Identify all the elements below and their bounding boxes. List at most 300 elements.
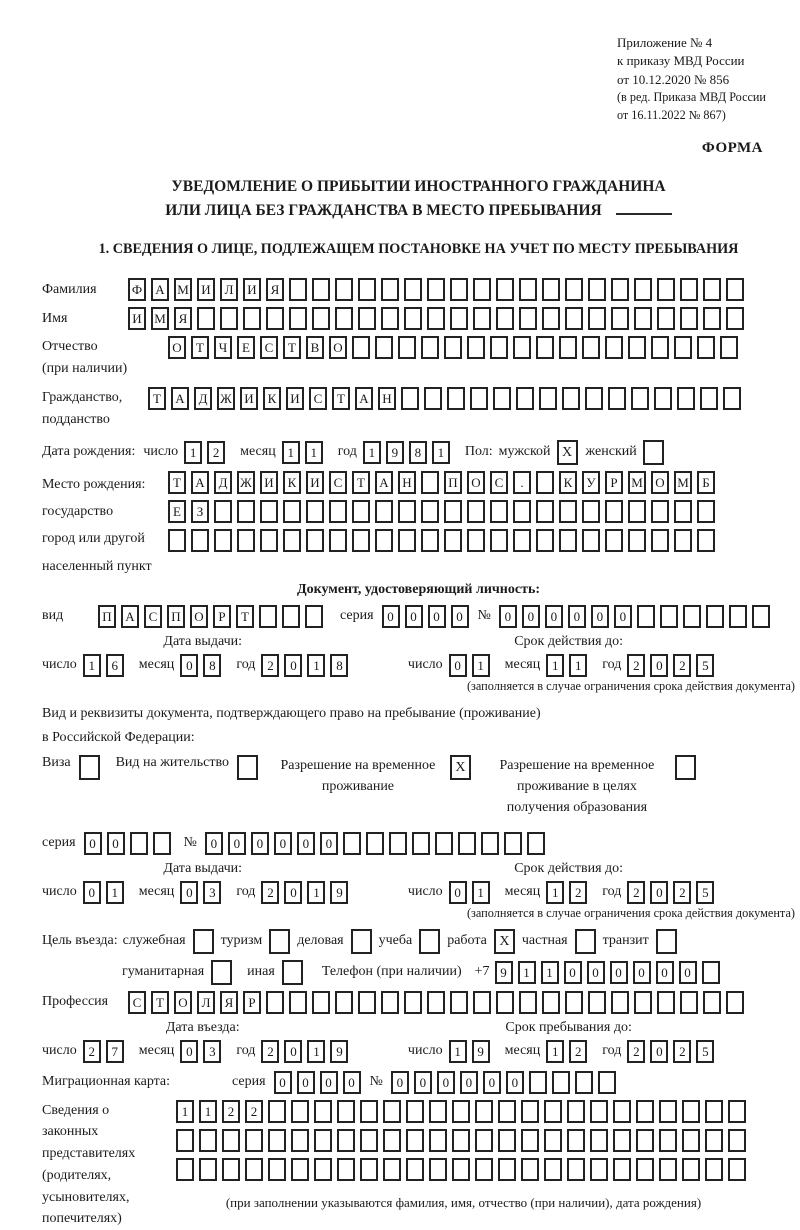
- char-box[interactable]: И: [306, 471, 324, 494]
- char-box[interactable]: 0: [437, 1071, 455, 1094]
- char-box[interactable]: Т: [191, 336, 209, 359]
- char-box[interactable]: 9: [386, 441, 404, 464]
- char-box[interactable]: [358, 307, 376, 330]
- purpose-private-checkbox[interactable]: [575, 929, 596, 954]
- char-box[interactable]: К: [263, 387, 281, 410]
- char-box[interactable]: [260, 500, 278, 523]
- char-box[interactable]: Б: [697, 471, 715, 494]
- char-box[interactable]: [628, 500, 646, 523]
- char-box[interactable]: [498, 1129, 516, 1152]
- char-box[interactable]: 3: [203, 881, 221, 904]
- char-box[interactable]: [728, 1129, 746, 1152]
- char-box[interactable]: [654, 387, 672, 410]
- char-box[interactable]: [705, 1100, 723, 1123]
- char-box[interactable]: [243, 307, 261, 330]
- char-box[interactable]: [634, 278, 652, 301]
- char-box[interactable]: 0: [679, 961, 697, 984]
- char-box[interactable]: [613, 1158, 631, 1181]
- char-box[interactable]: Р: [243, 991, 261, 1014]
- char-box[interactable]: 0: [564, 961, 582, 984]
- char-box[interactable]: [352, 500, 370, 523]
- char-box[interactable]: [588, 278, 606, 301]
- char-box[interactable]: 0: [650, 881, 668, 904]
- char-box[interactable]: 9: [330, 881, 348, 904]
- char-box[interactable]: У: [582, 471, 600, 494]
- char-box[interactable]: [475, 1158, 493, 1181]
- char-box[interactable]: 1: [546, 654, 564, 677]
- char-box[interactable]: 1: [199, 1100, 217, 1123]
- char-box[interactable]: О: [168, 336, 186, 359]
- char-box[interactable]: [598, 1071, 616, 1094]
- char-box[interactable]: Р: [605, 471, 623, 494]
- char-box[interactable]: 2: [261, 881, 279, 904]
- sex-female-checkbox[interactable]: [643, 440, 664, 465]
- char-box[interactable]: [245, 1129, 263, 1152]
- char-box[interactable]: [237, 529, 255, 552]
- char-box[interactable]: 1: [472, 881, 490, 904]
- char-box[interactable]: 0: [614, 605, 632, 628]
- char-box[interactable]: О: [174, 991, 192, 1014]
- char-box[interactable]: [565, 278, 583, 301]
- purpose-study-checkbox[interactable]: [419, 929, 440, 954]
- char-box[interactable]: [343, 832, 361, 855]
- char-box[interactable]: 2: [222, 1100, 240, 1123]
- char-box[interactable]: [559, 529, 577, 552]
- char-box[interactable]: [682, 1100, 700, 1123]
- char-box[interactable]: Н: [398, 471, 416, 494]
- char-box[interactable]: [412, 832, 430, 855]
- char-box[interactable]: Р: [213, 605, 231, 628]
- char-box[interactable]: 0: [180, 1040, 198, 1063]
- char-box[interactable]: [613, 1100, 631, 1123]
- char-box[interactable]: [176, 1129, 194, 1152]
- visa-checkbox[interactable]: [79, 755, 100, 780]
- char-box[interactable]: [366, 832, 384, 855]
- char-box[interactable]: [703, 991, 721, 1014]
- char-box[interactable]: [197, 307, 215, 330]
- char-box[interactable]: 0: [320, 832, 338, 855]
- char-box[interactable]: 2: [673, 654, 691, 677]
- char-box[interactable]: [421, 336, 439, 359]
- char-box[interactable]: 0: [451, 605, 469, 628]
- char-box[interactable]: [450, 278, 468, 301]
- char-box[interactable]: Е: [237, 336, 255, 359]
- char-box[interactable]: [565, 307, 583, 330]
- char-box[interactable]: [222, 1158, 240, 1181]
- char-box[interactable]: 5: [696, 1040, 714, 1063]
- char-box[interactable]: [513, 500, 531, 523]
- char-box[interactable]: 5: [696, 881, 714, 904]
- char-box[interactable]: [519, 278, 537, 301]
- char-box[interactable]: [634, 307, 652, 330]
- char-box[interactable]: [398, 500, 416, 523]
- char-box[interactable]: [176, 1158, 194, 1181]
- char-box[interactable]: 0: [297, 832, 315, 855]
- char-box[interactable]: [222, 1129, 240, 1152]
- char-box[interactable]: Ж: [237, 471, 255, 494]
- char-box[interactable]: Т: [352, 471, 370, 494]
- char-box[interactable]: А: [121, 605, 139, 628]
- char-box[interactable]: [444, 500, 462, 523]
- char-box[interactable]: [544, 1129, 562, 1152]
- char-box[interactable]: [467, 336, 485, 359]
- char-box[interactable]: А: [355, 387, 373, 410]
- char-box[interactable]: [657, 307, 675, 330]
- char-box[interactable]: [406, 1158, 424, 1181]
- char-box[interactable]: [383, 1158, 401, 1181]
- char-box[interactable]: [651, 500, 669, 523]
- char-box[interactable]: [447, 387, 465, 410]
- char-box[interactable]: [674, 500, 692, 523]
- char-box[interactable]: 1: [541, 961, 559, 984]
- char-box[interactable]: [475, 1100, 493, 1123]
- char-box[interactable]: [521, 1158, 539, 1181]
- char-box[interactable]: [659, 1158, 677, 1181]
- char-box[interactable]: [519, 991, 537, 1014]
- char-box[interactable]: [674, 336, 692, 359]
- char-box[interactable]: [631, 387, 649, 410]
- char-box[interactable]: О: [467, 471, 485, 494]
- char-box[interactable]: [705, 1158, 723, 1181]
- char-box[interactable]: [628, 529, 646, 552]
- char-box[interactable]: [283, 529, 301, 552]
- char-box[interactable]: [214, 529, 232, 552]
- char-box[interactable]: С: [128, 991, 146, 1014]
- char-box[interactable]: [291, 1100, 309, 1123]
- char-box[interactable]: [398, 336, 416, 359]
- char-box[interactable]: 6: [106, 654, 124, 677]
- char-box[interactable]: [289, 278, 307, 301]
- char-box[interactable]: [567, 1100, 585, 1123]
- char-box[interactable]: [352, 529, 370, 552]
- char-box[interactable]: [473, 991, 491, 1014]
- char-box[interactable]: 0: [180, 881, 198, 904]
- char-box[interactable]: [504, 832, 522, 855]
- char-box[interactable]: В: [306, 336, 324, 359]
- char-box[interactable]: Т: [151, 991, 169, 1014]
- char-box[interactable]: [291, 1129, 309, 1152]
- char-box[interactable]: [677, 387, 695, 410]
- purpose-tourism-checkbox[interactable]: [269, 929, 290, 954]
- char-box[interactable]: [590, 1158, 608, 1181]
- char-box[interactable]: [404, 991, 422, 1014]
- char-box[interactable]: Д: [194, 387, 212, 410]
- char-box[interactable]: [659, 1129, 677, 1152]
- char-box[interactable]: 1: [184, 441, 202, 464]
- char-box[interactable]: А: [171, 387, 189, 410]
- char-box[interactable]: [490, 500, 508, 523]
- char-box[interactable]: [542, 278, 560, 301]
- char-box[interactable]: [726, 278, 744, 301]
- char-box[interactable]: [590, 1100, 608, 1123]
- char-box[interactable]: [335, 307, 353, 330]
- char-box[interactable]: [452, 1158, 470, 1181]
- char-box[interactable]: [636, 1158, 654, 1181]
- char-box[interactable]: 0: [180, 654, 198, 677]
- char-box[interactable]: [582, 336, 600, 359]
- char-box[interactable]: [467, 500, 485, 523]
- char-box[interactable]: [657, 278, 675, 301]
- char-box[interactable]: [611, 278, 629, 301]
- char-box[interactable]: 0: [650, 1040, 668, 1063]
- char-box[interactable]: 0: [320, 1071, 338, 1094]
- char-box[interactable]: 0: [274, 832, 292, 855]
- char-box[interactable]: [470, 387, 488, 410]
- char-box[interactable]: И: [197, 278, 215, 301]
- char-box[interactable]: 0: [522, 605, 540, 628]
- char-box[interactable]: [567, 1158, 585, 1181]
- char-box[interactable]: Л: [220, 278, 238, 301]
- char-box[interactable]: [130, 832, 148, 855]
- char-box[interactable]: [450, 307, 468, 330]
- char-box[interactable]: [381, 307, 399, 330]
- char-box[interactable]: П: [167, 605, 185, 628]
- char-box[interactable]: [268, 1158, 286, 1181]
- char-box[interactable]: 0: [343, 1071, 361, 1094]
- char-box[interactable]: 0: [656, 961, 674, 984]
- char-box[interactable]: [335, 278, 353, 301]
- char-box[interactable]: И: [128, 307, 146, 330]
- char-box[interactable]: [496, 307, 514, 330]
- char-box[interactable]: [375, 336, 393, 359]
- char-box[interactable]: Ч: [214, 336, 232, 359]
- char-box[interactable]: 2: [207, 441, 225, 464]
- char-box[interactable]: [427, 278, 445, 301]
- char-box[interactable]: [493, 387, 511, 410]
- temporary-residence-education-checkbox[interactable]: [675, 755, 696, 780]
- char-box[interactable]: [726, 307, 744, 330]
- char-box[interactable]: 2: [261, 654, 279, 677]
- char-box[interactable]: [429, 1100, 447, 1123]
- char-box[interactable]: Я: [220, 991, 238, 1014]
- char-box[interactable]: [406, 1129, 424, 1152]
- char-box[interactable]: С: [309, 387, 327, 410]
- char-box[interactable]: [214, 500, 232, 523]
- char-box[interactable]: [726, 991, 744, 1014]
- char-box[interactable]: [401, 387, 419, 410]
- char-box[interactable]: 1: [449, 1040, 467, 1063]
- char-box[interactable]: 2: [569, 881, 587, 904]
- char-box[interactable]: [329, 529, 347, 552]
- char-box[interactable]: [562, 387, 580, 410]
- char-box[interactable]: 9: [472, 1040, 490, 1063]
- char-box[interactable]: О: [651, 471, 669, 494]
- char-box[interactable]: [752, 605, 770, 628]
- char-box[interactable]: [516, 387, 534, 410]
- char-box[interactable]: .: [513, 471, 531, 494]
- char-box[interactable]: 0: [391, 1071, 409, 1094]
- char-box[interactable]: [305, 605, 323, 628]
- char-box[interactable]: [634, 991, 652, 1014]
- char-box[interactable]: [337, 1100, 355, 1123]
- char-box[interactable]: А: [151, 278, 169, 301]
- char-box[interactable]: 0: [251, 832, 269, 855]
- char-box[interactable]: 8: [203, 654, 221, 677]
- char-box[interactable]: 1: [305, 441, 323, 464]
- char-box[interactable]: [605, 529, 623, 552]
- char-box[interactable]: 0: [499, 605, 517, 628]
- char-box[interactable]: Я: [266, 278, 284, 301]
- char-box[interactable]: 0: [428, 605, 446, 628]
- char-box[interactable]: [237, 500, 255, 523]
- char-box[interactable]: [536, 500, 554, 523]
- char-box[interactable]: 0: [568, 605, 586, 628]
- char-box[interactable]: [383, 1129, 401, 1152]
- char-box[interactable]: [450, 991, 468, 1014]
- char-box[interactable]: [588, 307, 606, 330]
- char-box[interactable]: [585, 387, 603, 410]
- char-box[interactable]: С: [144, 605, 162, 628]
- char-box[interactable]: [565, 991, 583, 1014]
- char-box[interactable]: [637, 605, 655, 628]
- char-box[interactable]: [268, 1129, 286, 1152]
- char-box[interactable]: 1: [363, 441, 381, 464]
- char-box[interactable]: 1: [176, 1100, 194, 1123]
- char-box[interactable]: [421, 500, 439, 523]
- char-box[interactable]: [697, 500, 715, 523]
- char-box[interactable]: 9: [495, 961, 513, 984]
- char-box[interactable]: А: [375, 471, 393, 494]
- char-box[interactable]: 0: [107, 832, 125, 855]
- char-box[interactable]: [559, 336, 577, 359]
- char-box[interactable]: Н: [378, 387, 396, 410]
- char-box[interactable]: [575, 1071, 593, 1094]
- char-box[interactable]: Т: [332, 387, 350, 410]
- char-box[interactable]: [706, 605, 724, 628]
- char-box[interactable]: [282, 605, 300, 628]
- char-box[interactable]: [421, 529, 439, 552]
- char-box[interactable]: [381, 278, 399, 301]
- char-box[interactable]: Ж: [217, 387, 235, 410]
- char-box[interactable]: [429, 1158, 447, 1181]
- char-box[interactable]: [475, 1129, 493, 1152]
- char-box[interactable]: [260, 529, 278, 552]
- char-box[interactable]: [582, 529, 600, 552]
- char-box[interactable]: 0: [460, 1071, 478, 1094]
- purpose-humanitarian-checkbox[interactable]: [211, 960, 232, 985]
- char-box[interactable]: [199, 1158, 217, 1181]
- char-box[interactable]: 0: [449, 654, 467, 677]
- char-box[interactable]: [498, 1100, 516, 1123]
- char-box[interactable]: 0: [297, 1071, 315, 1094]
- char-box[interactable]: [702, 961, 720, 984]
- char-box[interactable]: 0: [449, 881, 467, 904]
- char-box[interactable]: 1: [546, 1040, 564, 1063]
- char-box[interactable]: [513, 336, 531, 359]
- char-box[interactable]: 0: [483, 1071, 501, 1094]
- char-box[interactable]: 2: [627, 881, 645, 904]
- char-box[interactable]: [306, 500, 324, 523]
- char-box[interactable]: [608, 387, 626, 410]
- char-box[interactable]: [496, 278, 514, 301]
- char-box[interactable]: И: [286, 387, 304, 410]
- char-box[interactable]: [498, 1158, 516, 1181]
- char-box[interactable]: [404, 307, 422, 330]
- char-box[interactable]: [421, 471, 439, 494]
- char-box[interactable]: Т: [148, 387, 166, 410]
- char-box[interactable]: 1: [307, 881, 325, 904]
- char-box[interactable]: [314, 1129, 332, 1152]
- char-box[interactable]: [720, 336, 738, 359]
- char-box[interactable]: [651, 336, 669, 359]
- char-box[interactable]: [191, 529, 209, 552]
- char-box[interactable]: 1: [546, 881, 564, 904]
- char-box[interactable]: 2: [627, 1040, 645, 1063]
- char-box[interactable]: [259, 605, 277, 628]
- char-box[interactable]: 2: [673, 881, 691, 904]
- char-box[interactable]: Д: [214, 471, 232, 494]
- char-box[interactable]: [312, 278, 330, 301]
- char-box[interactable]: [199, 1129, 217, 1152]
- residence-permit-checkbox[interactable]: [237, 755, 258, 780]
- char-box[interactable]: 1: [472, 654, 490, 677]
- purpose-official-checkbox[interactable]: [193, 929, 214, 954]
- char-box[interactable]: [723, 387, 741, 410]
- char-box[interactable]: [360, 1100, 378, 1123]
- sex-male-checkbox[interactable]: X: [557, 440, 578, 465]
- char-box[interactable]: К: [559, 471, 577, 494]
- char-box[interactable]: 9: [330, 1040, 348, 1063]
- char-box[interactable]: 0: [228, 832, 246, 855]
- char-box[interactable]: [427, 991, 445, 1014]
- char-box[interactable]: [245, 1158, 263, 1181]
- char-box[interactable]: [404, 278, 422, 301]
- char-box[interactable]: [697, 336, 715, 359]
- char-box[interactable]: [473, 278, 491, 301]
- char-box[interactable]: 1: [432, 441, 450, 464]
- char-box[interactable]: [703, 278, 721, 301]
- char-box[interactable]: [683, 605, 701, 628]
- char-box[interactable]: 0: [205, 832, 223, 855]
- char-box[interactable]: [360, 1158, 378, 1181]
- char-box[interactable]: [398, 529, 416, 552]
- char-box[interactable]: [536, 471, 554, 494]
- char-box[interactable]: И: [240, 387, 258, 410]
- char-box[interactable]: [312, 991, 330, 1014]
- char-box[interactable]: [660, 605, 678, 628]
- char-box[interactable]: 0: [284, 881, 302, 904]
- char-box[interactable]: [473, 307, 491, 330]
- char-box[interactable]: С: [490, 471, 508, 494]
- char-box[interactable]: [529, 1071, 547, 1094]
- char-box[interactable]: [588, 991, 606, 1014]
- char-box[interactable]: [168, 529, 186, 552]
- char-box[interactable]: [513, 529, 531, 552]
- char-box[interactable]: [490, 529, 508, 552]
- char-box[interactable]: Т: [283, 336, 301, 359]
- char-box[interactable]: Е: [168, 500, 186, 523]
- char-box[interactable]: [358, 991, 376, 1014]
- char-box[interactable]: 1: [569, 654, 587, 677]
- char-box[interactable]: [636, 1129, 654, 1152]
- char-box[interactable]: [291, 1158, 309, 1181]
- char-box[interactable]: [729, 605, 747, 628]
- char-box[interactable]: О: [329, 336, 347, 359]
- char-box[interactable]: 0: [284, 1040, 302, 1063]
- purpose-transit-checkbox[interactable]: [656, 929, 677, 954]
- purpose-work-checkbox[interactable]: X: [494, 929, 515, 954]
- char-box[interactable]: 5: [696, 654, 714, 677]
- char-box[interactable]: 0: [650, 654, 668, 677]
- char-box[interactable]: С: [260, 336, 278, 359]
- char-box[interactable]: 2: [627, 654, 645, 677]
- char-box[interactable]: [680, 991, 698, 1014]
- char-box[interactable]: 0: [545, 605, 563, 628]
- char-box[interactable]: 2: [245, 1100, 263, 1123]
- char-box[interactable]: [657, 991, 675, 1014]
- char-box[interactable]: [536, 529, 554, 552]
- char-box[interactable]: [552, 1071, 570, 1094]
